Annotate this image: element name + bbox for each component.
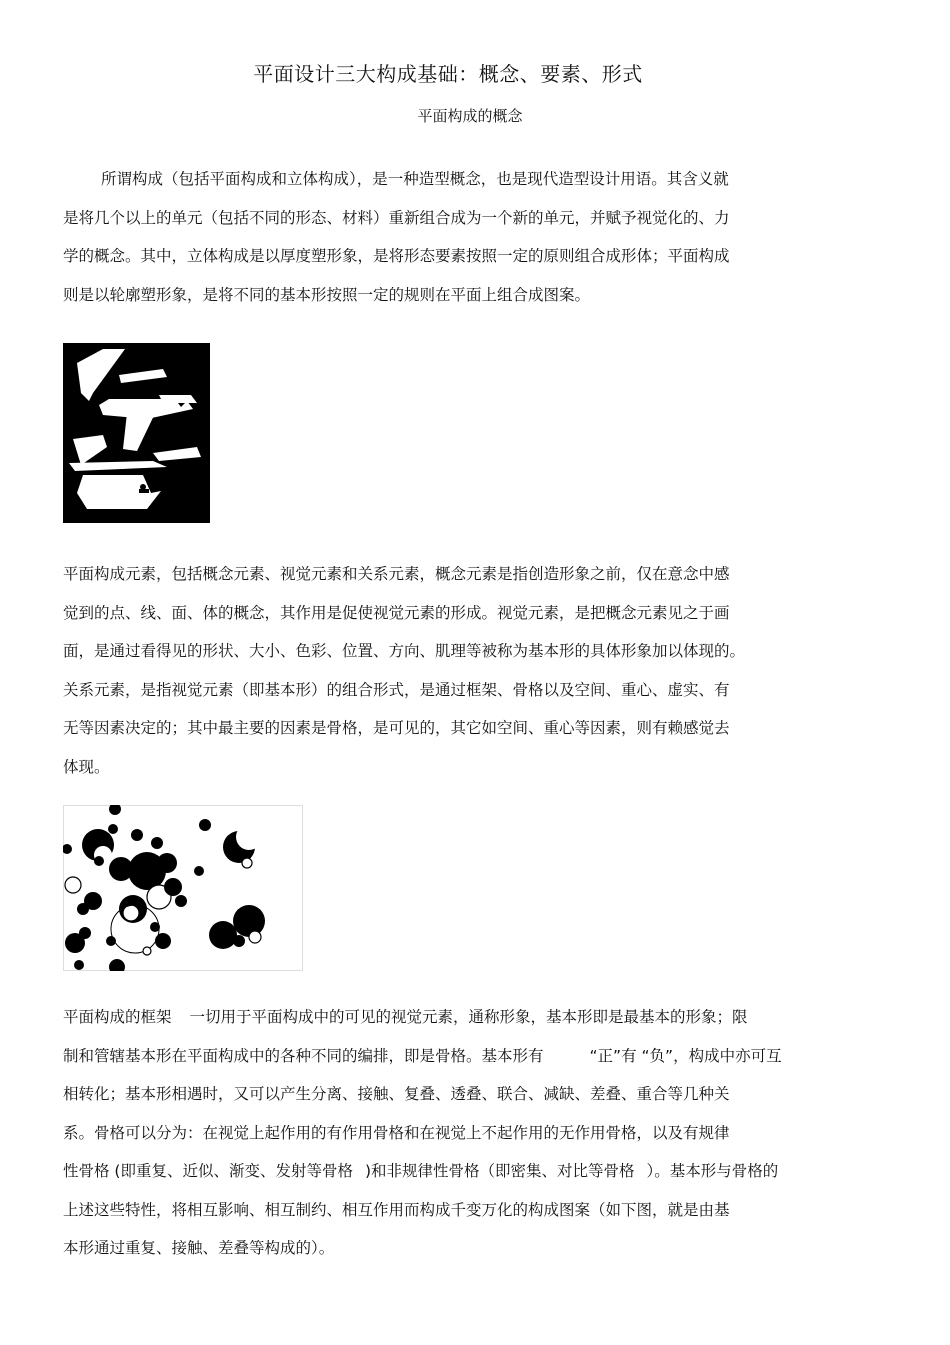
text-line: 是将几个以上的单元（包括不同的形态、材料）重新组合成为一个新的单元，并赋予视觉化的、力: [63, 208, 730, 227]
text-line: [63, 998, 782, 1037]
text-line: 相转化；基本形相遇时，又可以产生分离、接触、复叠、透叠、联合、减缺、差叠、重合等几种关: [63, 1085, 730, 1103]
text-line: 平面构成元素，包括概念元素、视觉元素和关系元素，概念元素是指创造形象之前，仅在意念中感: [63, 565, 730, 583]
figure-circles-composition: [63, 805, 303, 971]
text-line: 则是以轮廓塑形象，是将不同的基本形按照一定的规则在平面上组合成图案。: [63, 285, 591, 304]
figure-zigzag-composition: [63, 343, 210, 523]
text-segment: ）。基本形与骨格的: [646, 1162, 779, 1180]
section-subtitle: 平面构成的概念: [417, 107, 523, 125]
text-line: 系。骨格可以分为：在视觉上起作用的有作用骨格和在视觉上不起作用的无作用骨格，以及有规律: [63, 1123, 730, 1142]
text-segment: 制和管辖基本形在平面构成中的各种不同的编排，即是骨格。基本形有: [63, 1046, 544, 1065]
text-line: 无等因素决定的；其中最主要的因素是骨格，是可见的，其它如空间、重心等因素，则有赖感觉去: [63, 719, 730, 737]
text-segment: 一切用于平面构成中的可见的视觉元素，通称形象，基本形即是最基本的形象；限: [189, 1008, 748, 1026]
text-segment: 性骨格 (即重复、近似、渐变、发射等骨格: [63, 1162, 353, 1180]
text-line: 面，是通过看得见的形状、大小、色彩、位置、方向、肌理等被称为基本形的具体形象加以体现的。: [63, 642, 746, 660]
text-line: [63, 1152, 782, 1191]
text-line: 觉到的点、线、面、体的概念，其作用是促使视觉元素的形成。视觉元素，是把概念元素见之于画: [63, 603, 730, 622]
text-segment: )和非规律性骨格（即密集、对比等骨格: [364, 1162, 635, 1180]
zigzag-figure-image: [63, 343, 210, 523]
circles-figure-image: [63, 805, 303, 971]
text-segment: “正”有 “负”，构成中亦可互: [589, 1046, 782, 1065]
text-line: 本形通过重复、接触、差叠等构成的）。: [63, 1239, 335, 1257]
paragraph-composition-concept: [63, 160, 730, 314]
paragraph-composition-elements: [63, 555, 745, 786]
text-line: 体现。: [63, 757, 110, 776]
text-line: 关系元素，是指视觉元素（即基本形）的组合形式，是通过框架、骨格以及空间、重心、虚实、有: [63, 680, 730, 699]
text-line: 学的概念。其中，立体构成是以厚度塑形象，是将形态要素按照一定的原则组合成形体；平面构成: [63, 247, 730, 265]
document-title: 平面设计三大构成基础：概念、要素、形式: [253, 62, 643, 86]
framework-heading: 平面构成的框架: [63, 1008, 172, 1026]
text-line: [63, 1037, 782, 1076]
paragraph-composition-framework: [63, 998, 782, 1268]
text-line: 上述这些特性，将相互影响、相互制约、相互作用而构成千变万化的构成图案（如下图，就是由基: [63, 1200, 730, 1219]
text-line: 所谓构成（包括平面构成和立体构成），是一种造型概念，也是现代造型设计用语。其含义就: [101, 170, 729, 188]
